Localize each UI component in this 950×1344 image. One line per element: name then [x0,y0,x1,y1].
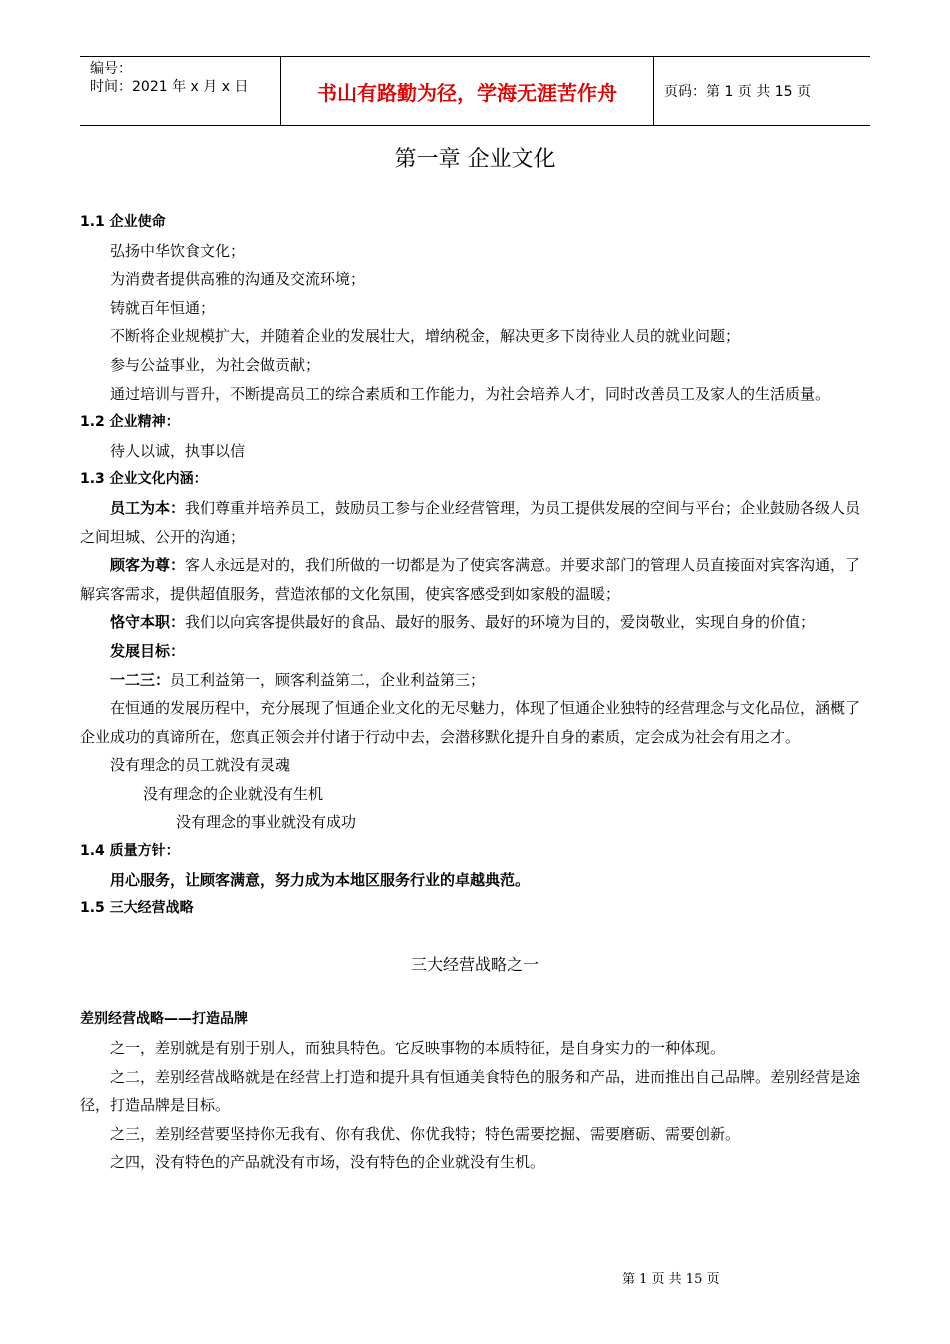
paragraph: 之二，差别经营战略就是在经营上打造和提升具有恒通美食特色的服务和产品，进而推出自己品牌。差别经营是途径，打造品牌是目标。 [80,1067,861,1115]
strategy-title: 三大经营战略之一 [410,954,539,974]
paragraph-text: 员工利益第一，顾客利益第二，企业利益第三； [170,670,486,689]
paragraph: 不断将企业规模扩大，并随着企业的发展壮大，增纳税金，解决更多下岗待业人员的就业问题； [110,327,741,346]
header-meta [80,57,281,125]
quality-policy: 用心服务，让顾客满意，努力成为本地区服务行业的卓越典范。 [110,870,531,889]
paragraph: 之四，没有特色的产品就没有市场，没有特色的企业就没有生机。 [110,1153,546,1172]
paragraph: 之一，差别就是有别于别人，而独具特色。它反映事物的本质特征，是自身实力的一种体现。 [110,1039,726,1058]
paragraph [80,666,870,695]
paragraph-text: 我们尊重并培养员工，鼓励员工参与企业经营管理，为员工提供发展的空间与平台；企业鼓励各级人员之间坦城、公开的沟通； [80,498,861,546]
chapter-title: 第一章 企业文化 [394,147,556,172]
slogan-line: 没有理念的企业就没有生机 [143,784,324,803]
paragraph [80,494,870,551]
time-label: 时间：2021 年 x 月 x 日 [90,79,249,95]
number-label: 编号： [90,61,132,77]
paragraph: 铸就百年恒通； [110,298,216,317]
paragraph-text: 客人永远是对的，我们所做的一切都是为了使宾客满意。并要求部门的管理人员直接面对宾客沟通，了解宾客需求，提供超值服务，营造浓郁的文化氛围，使宾客感受到如家般的温暖； [80,556,861,603]
slogan-line: 没有理念的员工就没有灵魂 [110,756,291,775]
bold-label: 顾客为尊： [110,556,186,575]
document-body [80,140,870,1177]
bold-label: 员工为本： [110,498,186,517]
paragraph [80,608,870,637]
page-header [80,56,870,126]
section-heading-1-1: 1.1 企业使命 [80,214,166,230]
paragraph: 待人以诚，执事以信 [110,441,246,460]
strategy-heading: 差别经营战略——打造品牌 [80,1011,248,1028]
paragraph: 为消费者提供高雅的沟通及交流环境； [110,270,366,289]
paragraph: 弘扬中华饮食文化； [110,241,246,260]
goal-label: 发展目标： [110,641,186,660]
section-heading-1-5: 1.5 三大经营战略 [80,900,194,917]
section-heading-1-3: 1.3 企业文化内涵： [80,471,208,488]
paragraph: 通过培训与晋升，不断提高员工的综合素质和工作能力，为社会培养人才，同时改善员工及家人的生活质量。 [110,384,831,403]
paragraph: 之三，差别经营要坚持你无我有、你有我优、你优我特；特色需要挖掘、需要磨砺、需要创新。 [110,1124,741,1143]
slogan-line: 没有理念的事业就没有成功 [176,813,357,832]
paragraph: 在恒通的发展历程中，充分展现了恒通企业文化的无尽魅力，体现了恒通企业独特的经营理念与文化品位，涵概了企业成功的真谛所在，您真正领会并付诸于行动中去，会潜移默化提升自身的素质，定会成为社会有用之才。 [80,699,861,746]
section-heading-1-2: 1.2 企业精神： [80,414,180,431]
bold-label: 恪守本职： [110,613,186,632]
bold-label: 一二三： [110,670,171,689]
paragraph-text: 我们以向宾客提供最好的食品、最好的服务、最好的环境为目的，爱岗敬业，实现自身的价值； [185,613,816,632]
page-footer: 第 1 页 共 15 页 [622,1272,720,1287]
header-page-info: 页码：第 1 页 共 15 页 [664,84,811,100]
header-motto: 书山有路勤为径，学海无涯苦作舟 [281,57,654,125]
paragraph: 参与公益事业，为社会做贡献； [110,355,321,374]
section-heading-1-4: 1.4 质量方针： [80,843,180,860]
paragraph [80,551,870,608]
